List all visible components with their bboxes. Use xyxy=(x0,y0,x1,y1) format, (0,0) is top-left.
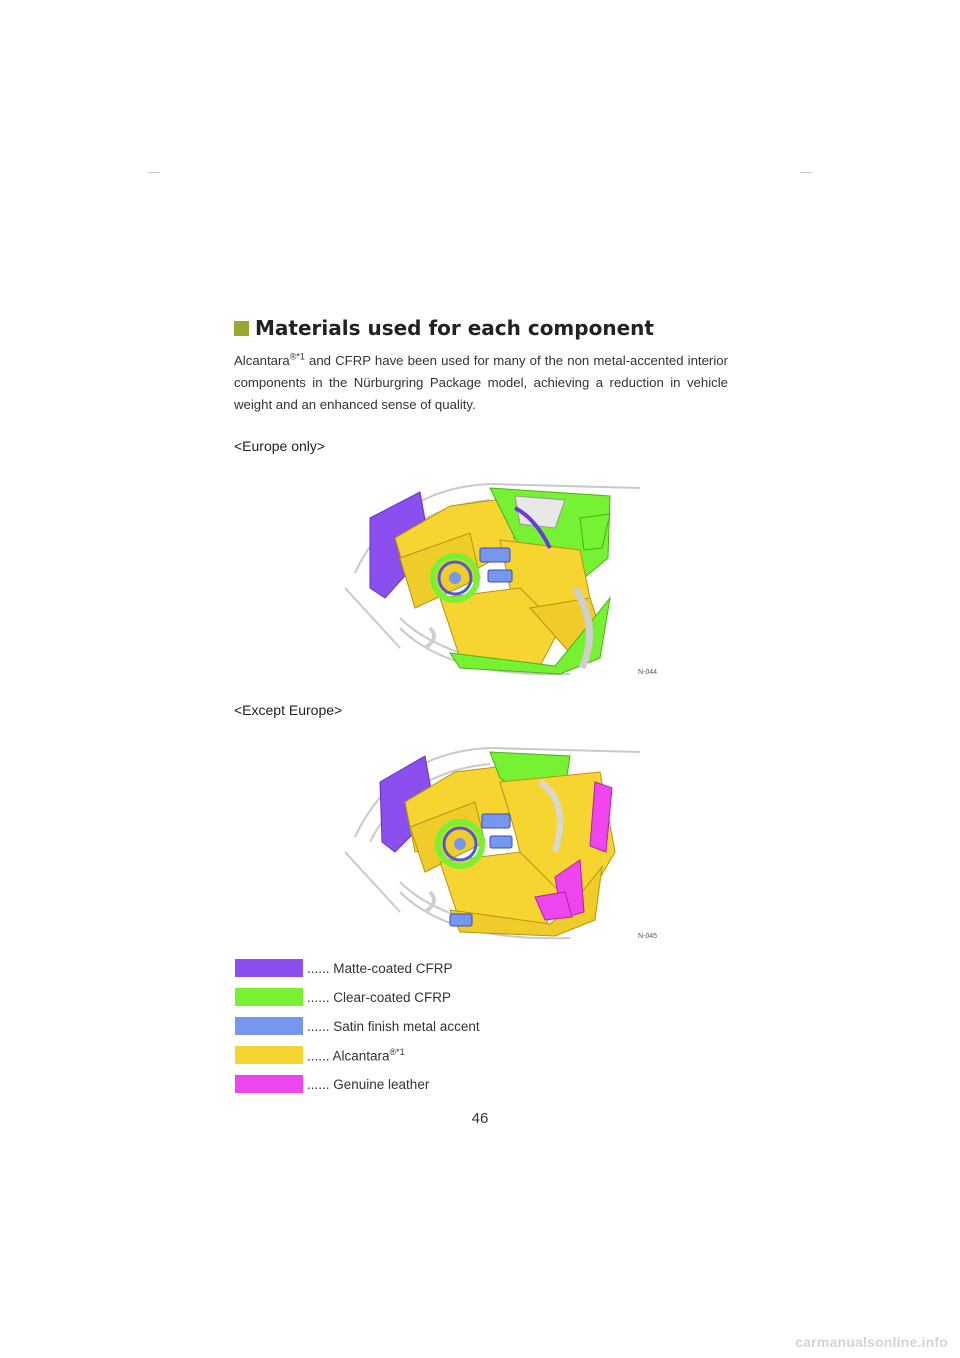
legend-swatch xyxy=(235,1017,303,1035)
brand-name: Alcantara xyxy=(234,353,290,368)
legend-swatch xyxy=(235,1046,303,1064)
legend-label: ...... Clear-coated CFRP xyxy=(307,989,452,1005)
legend-label-mark: ®*1 xyxy=(389,1046,405,1057)
legend-label: ...... Genuine leather xyxy=(307,1076,430,1092)
watermark: carmanualsonline.info xyxy=(795,1334,948,1350)
color-legend xyxy=(235,958,480,1103)
figure-code-except-europe: N-045 xyxy=(638,933,658,940)
interior-illustration-europe xyxy=(340,478,680,678)
interior-illustration-except-europe xyxy=(340,742,680,942)
intro-paragraph xyxy=(234,350,728,416)
figure-label-except-europe: <Except Europe> xyxy=(234,702,343,718)
figure-code-europe: N-044 xyxy=(638,669,658,676)
intro-text: and CFRP have been used for many of the non metal-accented interior components in the Nürburgring Package model, achieving a reduction in vehicle weight and an enhanced sense of quality. xyxy=(234,353,728,412)
legend-swatch xyxy=(235,988,303,1006)
legend-item xyxy=(235,1074,480,1094)
figure-label-europe: <Europe only> xyxy=(234,438,326,454)
brand-mark: ®*1 xyxy=(289,351,305,362)
legend-label: ...... Matte-coated CFRP xyxy=(307,960,453,976)
section-title: Materials used for each component xyxy=(255,316,654,340)
page-number: 46 xyxy=(471,1110,489,1127)
crop-mark-right xyxy=(800,172,812,173)
legend-label xyxy=(307,1047,405,1064)
legend-label-text: ...... Alcantara xyxy=(307,1048,390,1064)
legend-item xyxy=(235,1016,480,1036)
heading-square-icon xyxy=(234,321,249,336)
legend-item xyxy=(235,958,480,978)
section-heading xyxy=(234,316,654,340)
legend-swatch xyxy=(235,959,303,977)
legend-item xyxy=(235,1045,480,1065)
legend-item xyxy=(235,987,480,1007)
legend-swatch xyxy=(235,1075,303,1093)
crop-mark-left xyxy=(148,172,160,173)
legend-label: ...... Satin finish metal accent xyxy=(307,1018,480,1034)
